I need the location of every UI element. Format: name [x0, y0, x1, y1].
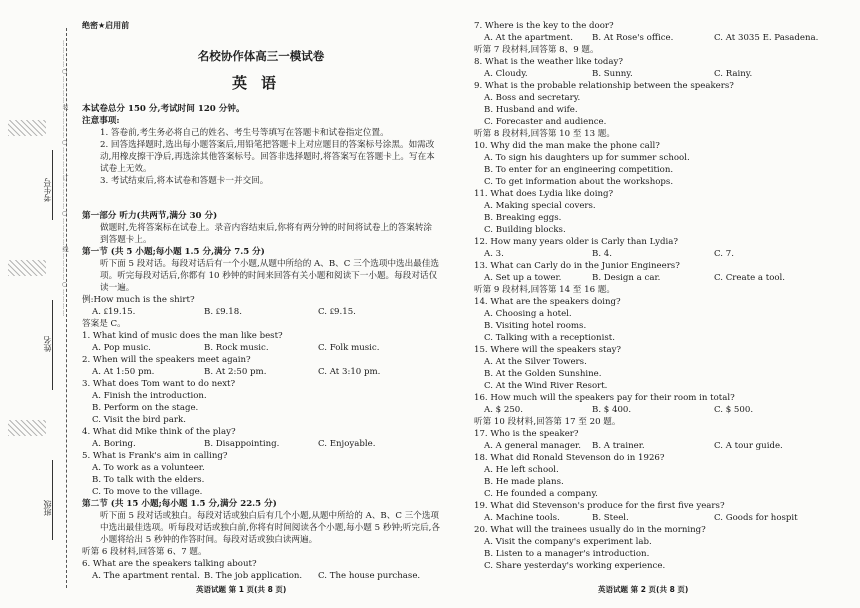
left-option-5-b: B. To talk with the elders.: [92, 475, 205, 485]
section1-heading: 第一节 (共 5 小题;每小题 1.5 分,满分 7.5 分): [82, 247, 265, 257]
strip-cut-line-text: …………○…………装…………○…………订…………○…………线…………○…………: [61, 40, 68, 317]
left-option-5-a: A. To work as a volunteer.: [92, 463, 205, 473]
left-question-1: 1. What kind of music does the man like best?: [82, 331, 283, 341]
right-option-11-c: C. At the Wind River Resort.: [484, 381, 608, 391]
material-heading: 听第 9 段材料,回答第 14 至 16 题。: [474, 285, 615, 295]
questions-1-5: [82, 330, 440, 498]
exam-title: 名校协作体高三一模试卷: [197, 49, 325, 63]
right-options-14: [474, 440, 854, 452]
right-question-2: 8. What is the weather like today?: [474, 57, 624, 67]
right-options-8: [474, 272, 854, 284]
question-6-option-b: B. The job application.: [204, 571, 303, 581]
right-question-17: 20. What will the trainees usually do in the morning?: [474, 525, 706, 535]
example-option-c: C. ₤9.15.: [318, 307, 356, 317]
section2-instructions: 听下面 5 段对话或独白。每段对话或独白后有几个小题,从题中所给的 A、B、C 三个选项中选出最佳选项。听每段对话或独白前,你将有时间阅读各个小题,每小题 5 秒钟;听完后,各小题将给出 5 秒钟的作答时间。每段对话或独白读两遍。: [100, 511, 440, 545]
right-option-17-a: A. Visit the company's experiment lab.: [484, 537, 652, 547]
right-option-7-a: A. 3.: [484, 249, 504, 259]
material-6-7: 听第 6 段材料,回答第 6、7 题。: [82, 547, 207, 557]
material-heading: 听第 8 段材料,回答第 10 至 13 题。: [474, 129, 615, 139]
right-option-16-b: B. Steel.: [592, 513, 629, 523]
right-options-0: [474, 32, 854, 44]
right-question-7: 12. How many years older is Carly than Lydia?: [474, 237, 679, 247]
right-option-10-a: A. Choosing a hotel.: [484, 309, 572, 319]
right-option-10-c: C. Talking with a receptionist.: [484, 333, 615, 343]
right-option-2-b: B. Sunny.: [592, 69, 633, 79]
left-option-4-c: C. Enjoyable.: [318, 439, 376, 449]
right-question-3: 9. What is the probable relationship between the speakers?: [474, 81, 734, 91]
part1-heading: 第一部分 听力(共两节,满分 30 分): [82, 211, 218, 221]
intro-score-time: 本试卷总分 150 分,考试时间 120 分钟。: [82, 104, 245, 114]
right-question-12: 16. How much will the speakers pay for their room in total?: [474, 393, 735, 403]
right-question-16: 19. What did Stevenson's produce for the first five years?: [474, 501, 725, 511]
right-option-16-a: A. Machine tools.: [484, 513, 560, 523]
left-option-1-a: A. Pop music.: [92, 343, 151, 353]
right-option-2-a: A. Cloudy.: [484, 69, 528, 79]
right-options-2: [474, 68, 854, 80]
right-option-11-b: B. At the Golden Sunshine.: [484, 369, 602, 379]
question-6-option-a: A. The apartment rental.: [92, 571, 200, 581]
right-option-12-c: C. $ 500.: [714, 405, 754, 415]
right-question-11: 15. Where will the speakers stay?: [474, 345, 622, 355]
left-option-5-c: C. To move to the village.: [92, 487, 203, 497]
right-option-12-b: B. $ 400.: [592, 405, 632, 415]
right-option-2-c: C. Rainy.: [714, 69, 753, 79]
confidential-mark: 绝密★启用前: [82, 21, 130, 30]
left-option-3-a: A. Finish the introduction.: [92, 391, 207, 401]
right-option-7-b: B. 4.: [592, 249, 612, 259]
material-heading: 听第 10 段材料,回答第 17 至 20 题。: [474, 417, 621, 427]
right-option-8-b: B. Design a car.: [592, 273, 661, 283]
right-option-3-b: B. Husband and wife.: [484, 105, 578, 115]
right-option-5-c: C. To get information about the workshops.: [484, 177, 674, 187]
right-question-15: 18. What did Ronald Stevenson do in 1926?: [474, 453, 665, 463]
right-option-0-a: A. At the apartment.: [484, 33, 573, 43]
question-6-option-c: C. The house purchase.: [318, 571, 421, 581]
right-question-14: 17. Who is the speaker?: [474, 429, 579, 439]
left-options-2: [82, 366, 440, 378]
right-option-0-b: B. At Rose's office.: [592, 33, 674, 43]
part1-block: [82, 210, 440, 582]
left-options-1: [82, 342, 440, 354]
page-footer-right: 英语试题 第 2 页(共 8 页): [598, 585, 689, 594]
right-option-3-a: A. Boss and secretary.: [484, 93, 581, 103]
example-options: [82, 306, 440, 318]
note-2: 2. 回答选择题时,选出每小题答案后,用铅笔把答题卡上对应题目的答案标号涂黑。如需改动,用橡皮擦干净后,再选涂其他答案标号。回答非选择题时,将答案写在答题卡上。写在本试卷上无效。: [100, 140, 435, 174]
question-6: 6. What are the speakers talking about?: [82, 559, 257, 569]
right-option-17-c: C. Share yesterday's working experience.: [484, 561, 666, 571]
example-option-b: B. ₤9.18.: [204, 307, 242, 317]
right-option-8-c: C. Create a tool.: [714, 273, 786, 283]
right-option-0-c: C. At 3035 E. Pasadena.: [714, 33, 819, 43]
right-option-16-c: C. Goods for hospit: [714, 513, 798, 523]
strip-hatch-1: [8, 120, 46, 136]
example-answer: 答案是 C。: [82, 319, 126, 329]
right-option-8-a: A. Set up a tower.: [484, 273, 562, 283]
right-options-16: [474, 512, 854, 524]
note-1: 1. 答卷前,考生务必将自己的姓名、考生号等填写在答题卡和试卷指定位置。: [100, 128, 389, 138]
left-option-2-c: C. At 3:10 pm.: [318, 367, 381, 377]
right-question-6: 11. What does Lydia like doing?: [474, 189, 614, 199]
example-option-a: A. ₤19.15.: [92, 307, 136, 317]
right-option-5-b: B. To enter for an engineering competition.: [484, 165, 674, 175]
question-6-options: [82, 570, 440, 582]
section1-instructions: 听下面 5 段对话。每段对话后有一个小题,从题中所给的 A、B、C 三个选项中选出最佳选项。听完每段对话后,你都有 10 秒钟的时间来回答有关小题和阅读下一小题。每段对话仅读一遍。: [100, 259, 440, 293]
binding-strip: [0, 0, 68, 608]
right-question-10: 14. What are the speakers doing?: [474, 297, 621, 307]
left-question-4: 4. What did Mike think of the play?: [82, 427, 236, 437]
example-question: 例:How much is the shirt?: [82, 295, 195, 305]
left-question-3: 3. What does Tom want to do next?: [82, 379, 236, 389]
right-option-17-b: B. Listen to a manager's introduction.: [484, 549, 650, 559]
right-option-15-a: A. He left school.: [484, 465, 559, 475]
left-option-2-b: B. At 2:50 pm.: [204, 367, 267, 377]
right-option-5-a: A. To sign his daughters up for summer school.: [484, 153, 690, 163]
right-question-0: 7. Where is the key to the door?: [474, 21, 614, 31]
right-option-10-b: B. Visiting hotel rooms.: [484, 321, 587, 331]
part1-instructions: 做题时,先将答案标在试卷上。录音内容结束后,你将有两分钟的时间将试卷上的答案转涂到答题卡上。: [100, 223, 433, 245]
right-option-6-a: A. Making special covers.: [484, 201, 596, 211]
right-option-6-c: C. Building blocks.: [484, 225, 566, 235]
right-option-12-a: A. $ 250.: [484, 405, 524, 415]
subject-title: 英语: [231, 74, 290, 92]
cut-line: [66, 28, 67, 588]
material-heading: 听第 7 段材料,回答第 8、9 题。: [474, 45, 599, 55]
left-option-3-b: B. Perform on the stage.: [92, 403, 199, 413]
right-options-12: [474, 404, 854, 416]
right-question-8: 13. What can Carly do in the Junior Engineers?: [474, 261, 680, 271]
right-option-3-c: C. Forecaster and audience.: [484, 117, 607, 127]
section2-heading: 第二节 (共 15 小题;每小题 1.5 分,满分 22.5 分): [82, 499, 277, 509]
strip-label-class: 班级: [43, 500, 52, 516]
left-option-1-b: B. Rock music.: [204, 343, 269, 353]
right-option-6-b: B. Breaking eggs.: [484, 213, 562, 223]
strip-hatch-3: [8, 420, 46, 436]
right-options-7: [474, 248, 854, 260]
left-option-4-b: B. Disappointing.: [204, 439, 280, 449]
right-option-11-a: A. At the Silver Towers.: [484, 357, 587, 367]
right-option-14-a: A. A general manager.: [484, 441, 581, 451]
intro-block: [82, 103, 440, 187]
left-option-4-a: A. Boring.: [92, 439, 136, 449]
left-question-2: 2. When will the speakers meet again?: [82, 355, 251, 365]
left-options-4: [82, 438, 440, 450]
page-footer-left: 英语试题 第 1 页(共 8 页): [196, 585, 287, 594]
strip-hatch-2: [8, 260, 46, 276]
right-option-14-b: B. A trainer.: [592, 441, 645, 451]
note-3: 3. 考试结束后,将本试卷和答题卡一并交回。: [100, 176, 269, 186]
strip-label-exam-number: 考生号: [43, 178, 52, 202]
right-option-7-c: C. 7.: [714, 249, 734, 259]
questions-7-20: [474, 20, 854, 572]
right-option-15-b: B. He made plans.: [484, 477, 564, 487]
strip-label-name: 姓名: [43, 336, 52, 352]
right-option-14-c: C. A tour guide.: [714, 441, 783, 451]
intro-notes-heading: 注意事项:: [82, 116, 120, 126]
right-question-5: 10. Why did the man make the phone call?: [474, 141, 660, 151]
left-question-5: 5. What is Frank's aim in calling?: [82, 451, 228, 461]
left-option-1-c: C. Folk music.: [318, 343, 380, 353]
left-option-3-c: C. Visit the bird park.: [92, 415, 186, 425]
right-option-15-c: C. He founded a company.: [484, 489, 598, 499]
left-option-2-a: A. At 1:50 pm.: [92, 367, 155, 377]
